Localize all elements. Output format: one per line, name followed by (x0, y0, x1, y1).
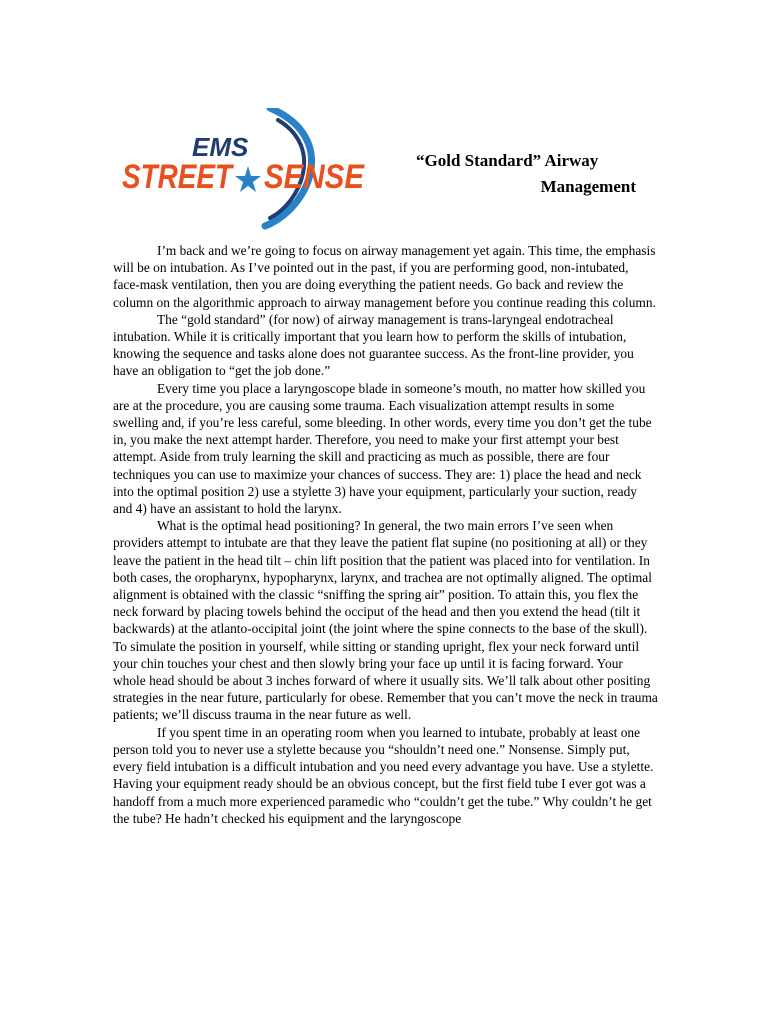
article-body (113, 242, 658, 827)
paragraph: Every time you place a laryngoscope blade in someone’s mouth, no matter how skilled you are at the procedure, you are causing some trauma. Each visualization attempt results in some swelling and, if you’re less careful, some bleeding. In other words, every time you don’t get the tube in, you make the next attempt harder. Therefore, you need to make your first attempt your best attempt. Aside from truly learning the skill and practicing as much as possible, there are four techniques you can use to maximize your chances of success. They are: 1) place the head and neck into the optimal position 2) use a stylette 3) have your equipment, particularly your suction, ready and 4) have an assistant to hold the larynx. (113, 380, 652, 517)
article-title (400, 148, 636, 200)
logo-ems-text: EMS (192, 132, 249, 162)
logo-star-icon (235, 166, 261, 192)
paragraph: If you spent time in an operating room when you learned to intubate, probably at least one person told you to never use a stylette because you “shouldn’t need one.” Nonsense. Simply put, every field intubation is a difficult intubation and you need every advantage you have. Use a stylette. (113, 724, 654, 775)
paragraph: Having your equipment ready should be an obvious concept, but the first field tube I ever got was a handoff from a much more experienced paramedic who “couldn’t get the tube.” Why couldn’t he get the tube? He hadn’t checked his equipment and the laryngoscope (113, 776, 652, 826)
ems-street-sense-logo (120, 108, 370, 230)
paragraph: What is the optimal head positioning? In general, the two main errors I’ve seen when providers attempt to intubate are that they leave the patient flat supine (no positioning at all) or they leave the patient in the head tilt – chin lift position that the patient was placed into for ventilation. In both cases, the oropharynx, hypopharynx, larynx, and trachea are not optimally aligned. The optimal alignment is obtained with the classic “sniffing the spring air” position. To attain this, you flex the neck forward by placing towels behind the occiput of the head and then you extend the head (tilt it backwards) at the atlanto-occipital joint (the joint where the spine connects to the base of the skull). To simulate the position in yourself, while sitting or standing upright, flex your neck forward until your chin touches your chest and then slowly bring your face up until it is facing forward. Your whole head should be about 3 inches forward of where it usually sits. We’ll talk about other positing strategies in the near future, particularly for obese. Remember that you can’t move the neck in trauma patients; we’ll discuss trauma in the near future as well. (113, 518, 658, 723)
article-title-line2: Management (540, 177, 636, 196)
logo-street-text: STREET (122, 158, 235, 196)
paragraph: The “gold standard” (for now) of airway management is trans-laryngeal endotracheal intubation. While it is critically important that you learn how to perform the skills of intubation, knowing the sequence and tasks alone does not guarantee success. As the front-line provider, you have an obligation to “get the job done.” (113, 311, 634, 379)
logo-sense-text: SENSE (264, 158, 366, 196)
paragraph: I’m back and we’re going to focus on airway management yet again. This time, the emphasis will be on intubation. As I’ve pointed out in the past, if you are performing good, non-intubated, face-mask ventilation, then you are doing everything the patient needs. Go back and review the column on the algorithmic approach to airway management before you continue reading this column. (113, 243, 656, 310)
article-title-line1: “Gold Standard” Airway (416, 151, 599, 170)
